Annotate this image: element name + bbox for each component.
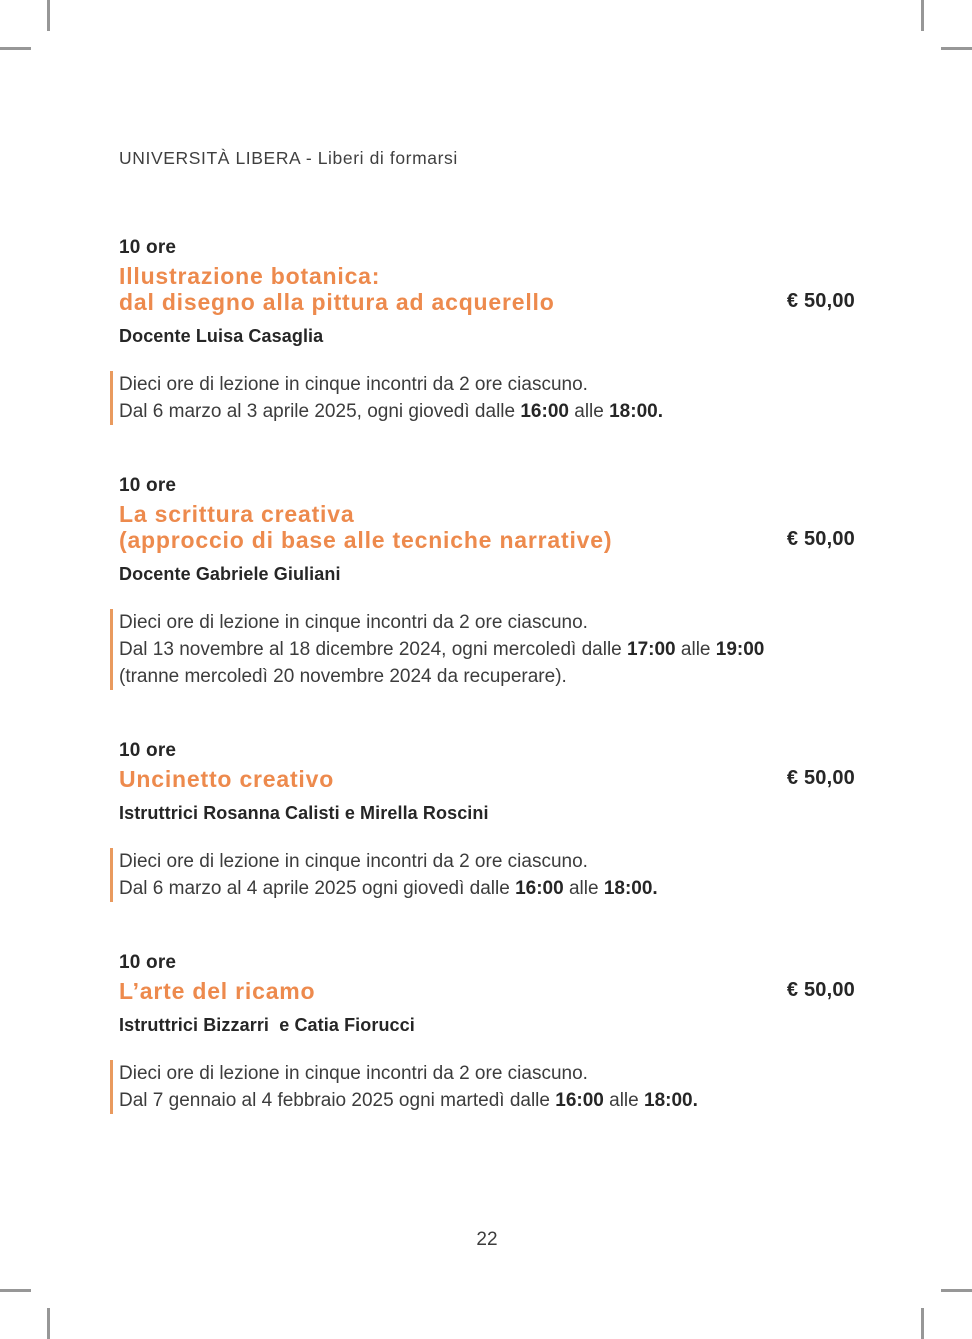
document-header-title: UNIVERSITÀ LIBERA - Liberi di formarsi xyxy=(119,148,458,168)
description-line: Dieci ore di lezione in cinque incontri da 2 ore ciascuno. xyxy=(119,612,588,633)
description-line: Dieci ore di lezione in cinque incontri da 2 ore ciascuno. xyxy=(119,851,588,872)
course-title-row xyxy=(119,766,855,792)
course-title xyxy=(119,766,334,792)
course-hours: 10 ore xyxy=(119,237,177,258)
course-block-scrittura-creativa xyxy=(119,474,855,690)
course-block-arte-del-ricamo xyxy=(119,951,855,1114)
description-line: Dieci ore di lezione in cinque incontri da 2 ore ciascuno. xyxy=(119,374,588,395)
crop-mark-bottom-right-horizontal xyxy=(941,1289,972,1292)
page-number: 22 xyxy=(476,1229,498,1250)
description-line: Dal 6 marzo al 4 aprile 2025 ogni giovedì dalle 16:00 alle 18:00. xyxy=(119,878,658,899)
description-line: Dal 13 novembre al 18 dicembre 2024, ogni mercoledì dalle 17:00 alle 19:00 xyxy=(119,639,765,660)
course-title-line-1: Uncinetto creativo xyxy=(119,766,335,792)
course-price: € 50,00 xyxy=(786,528,855,550)
course-description xyxy=(110,371,855,425)
crop-mark-bottom-right-vertical xyxy=(921,1308,924,1339)
course-description xyxy=(110,609,855,690)
course-title-line-1: La scrittura creativa xyxy=(119,501,355,527)
course-title-line-2: (approccio di base alle tecniche narrative) xyxy=(119,527,613,553)
course-block-uncinetto-creativo xyxy=(119,739,855,902)
course-title-line-1: Illustrazione botanica: xyxy=(119,263,381,289)
course-description xyxy=(110,1060,855,1114)
course-hours: 10 ore xyxy=(119,475,177,496)
course-instructor: Istruttrici Bizzarri e Catia Fiorucci xyxy=(119,1015,415,1035)
course-title-row xyxy=(119,501,855,553)
course-title-row xyxy=(119,263,855,315)
course-title-line-2: dal disegno alla pittura ad acquerello xyxy=(119,289,555,315)
course-price: € 50,00 xyxy=(786,979,855,1001)
course-block-illustrazione-botanica xyxy=(119,236,855,425)
course-title-row xyxy=(119,978,855,1004)
crop-mark-bottom-left-horizontal xyxy=(0,1289,31,1292)
description-line: (tranne mercoledì 20 novembre 2024 da recuperare). xyxy=(119,666,567,687)
course-title-line-1: L’arte del ricamo xyxy=(119,978,316,1004)
course-title xyxy=(119,263,555,315)
course-hours: 10 ore xyxy=(119,952,177,973)
crop-mark-bottom-left-vertical xyxy=(47,1308,50,1339)
course-hours: 10 ore xyxy=(119,740,177,761)
course-instructor: Docente Luisa Casaglia xyxy=(119,326,324,346)
description-line: Dal 7 gennaio al 4 febbraio 2025 ogni martedì dalle 16:00 alle 18:00. xyxy=(119,1090,698,1111)
course-description xyxy=(110,848,855,902)
course-price: € 50,00 xyxy=(786,767,855,789)
description-line: Dieci ore di lezione in cinque incontri da 2 ore ciascuno. xyxy=(119,1063,588,1084)
course-title xyxy=(119,978,315,1004)
course-title xyxy=(119,501,612,553)
course-instructor: Istruttrici Rosanna Calisti e Mirella Roscini xyxy=(119,803,489,823)
course-instructor: Docente Gabriele Giuliani xyxy=(119,564,341,584)
description-line: Dal 6 marzo al 3 aprile 2025, ogni giovedì dalle 16:00 alle 18:00. xyxy=(119,401,663,422)
course-price: € 50,00 xyxy=(786,290,855,312)
